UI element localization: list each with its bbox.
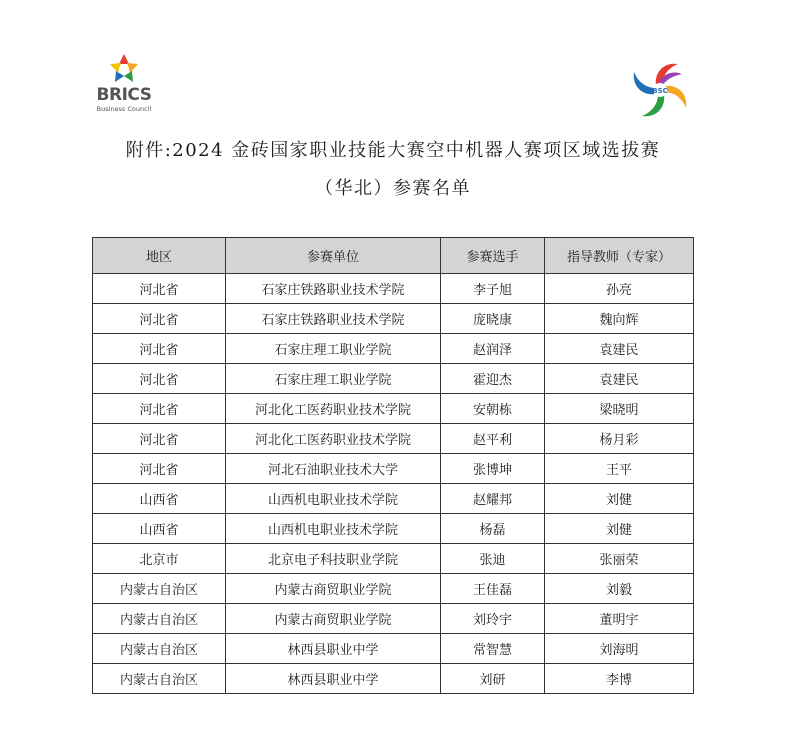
table-row xyxy=(93,484,694,514)
cell-contestant: 赵平利 xyxy=(441,424,545,454)
cell-instructor: 刘健 xyxy=(545,514,694,544)
cell-region: 河北省 xyxy=(93,424,226,454)
cell-organization: 石家庄铁路职业技术学院 xyxy=(226,304,441,334)
table-header-row xyxy=(93,238,694,274)
participant-table xyxy=(92,237,694,694)
cell-instructor: 刘健 xyxy=(545,484,694,514)
table-row xyxy=(93,514,694,544)
cell-region: 内蒙古自治区 xyxy=(93,574,226,604)
cell-contestant: 杨磊 xyxy=(441,514,545,544)
cell-contestant: 张博坤 xyxy=(441,454,545,484)
bsc-logo-text: BSC xyxy=(652,87,668,95)
cell-organization: 石家庄理工职业学院 xyxy=(226,334,441,364)
cell-region: 内蒙古自治区 xyxy=(93,604,226,634)
cell-instructor: 刘海明 xyxy=(545,634,694,664)
table-row xyxy=(93,274,694,304)
header-region: 地区 xyxy=(93,238,226,274)
cell-contestant: 刘玲宇 xyxy=(441,604,545,634)
table-row xyxy=(93,574,694,604)
cell-organization: 山西机电职业技术学院 xyxy=(226,484,441,514)
cell-organization: 内蒙古商贸职业学院 xyxy=(226,574,441,604)
cell-contestant: 赵耀邦 xyxy=(441,484,545,514)
table-row xyxy=(93,334,694,364)
cell-region: 河北省 xyxy=(93,304,226,334)
cell-instructor: 杨月彩 xyxy=(545,424,694,454)
cell-organization: 林西县职业中学 xyxy=(226,634,441,664)
cell-region: 河北省 xyxy=(93,394,226,424)
cell-contestant: 王佳磊 xyxy=(441,574,545,604)
cell-instructor: 张丽荣 xyxy=(545,544,694,574)
document-title-line-2: （华北）参赛名单 xyxy=(315,178,471,199)
cell-instructor: 梁晓明 xyxy=(545,394,694,424)
cell-contestant: 庞晓康 xyxy=(441,304,545,334)
cell-region: 内蒙古自治区 xyxy=(93,664,226,694)
cell-contestant: 常智慧 xyxy=(441,634,545,664)
bsc-logo xyxy=(628,58,692,122)
brics-logo xyxy=(96,52,152,122)
cell-instructor: 李博 xyxy=(545,664,694,694)
cell-contestant: 霍迎杰 xyxy=(441,364,545,394)
header-instructor: 指导教师（专家） xyxy=(545,238,694,274)
brics-star-icon xyxy=(96,52,152,88)
table-row xyxy=(93,544,694,574)
cell-region: 山西省 xyxy=(93,514,226,544)
cell-organization: 山西机电职业技术学院 xyxy=(226,514,441,544)
header-organization: 参赛单位 xyxy=(226,238,441,274)
cell-instructor: 袁建民 xyxy=(545,364,694,394)
table-row xyxy=(93,634,694,664)
cell-organization: 内蒙古商贸职业学院 xyxy=(226,604,441,634)
cell-organization: 石家庄理工职业学院 xyxy=(226,364,441,394)
table-row xyxy=(93,424,694,454)
cell-contestant: 张迪 xyxy=(441,544,545,574)
cell-organization: 河北石油职业技术大学 xyxy=(226,454,441,484)
table-row xyxy=(93,664,694,694)
cell-region: 河北省 xyxy=(93,274,226,304)
cell-instructor: 袁建民 xyxy=(545,334,694,364)
cell-region: 北京市 xyxy=(93,544,226,574)
cell-instructor: 王平 xyxy=(545,454,694,484)
cell-region: 河北省 xyxy=(93,364,226,394)
table-row xyxy=(93,604,694,634)
cell-contestant: 李子旭 xyxy=(441,274,545,304)
table-row xyxy=(93,304,694,334)
cell-region: 山西省 xyxy=(93,484,226,514)
cell-contestant: 安朝栋 xyxy=(441,394,545,424)
cell-instructor: 董明宇 xyxy=(545,604,694,634)
table-row xyxy=(93,364,694,394)
cell-region: 内蒙古自治区 xyxy=(93,634,226,664)
cell-contestant: 赵润泽 xyxy=(441,334,545,364)
cell-region: 河北省 xyxy=(93,334,226,364)
brics-logo-subtext: Business Council xyxy=(96,105,152,113)
header-contestant: 参赛选手 xyxy=(441,238,545,274)
cell-organization: 北京电子科技职业学院 xyxy=(226,544,441,574)
cell-instructor: 刘毅 xyxy=(545,574,694,604)
brics-logo-text: BRICS xyxy=(96,85,152,105)
bsc-swirl-icon xyxy=(628,58,692,122)
cell-instructor: 孙亮 xyxy=(545,274,694,304)
document-title-line-1: 附件:2024 金砖国家职业技能大赛空中机器人赛项区域选拔赛 xyxy=(125,140,661,161)
cell-organization: 河北化工医药职业技术学院 xyxy=(226,424,441,454)
cell-contestant: 刘研 xyxy=(441,664,545,694)
table-row xyxy=(93,454,694,484)
cell-organization: 河北化工医药职业技术学院 xyxy=(226,394,441,424)
cell-region: 河北省 xyxy=(93,454,226,484)
cell-organization: 石家庄铁路职业技术学院 xyxy=(226,274,441,304)
cell-instructor: 魏向辉 xyxy=(545,304,694,334)
table-row xyxy=(93,394,694,424)
cell-organization: 林西县职业中学 xyxy=(226,664,441,694)
